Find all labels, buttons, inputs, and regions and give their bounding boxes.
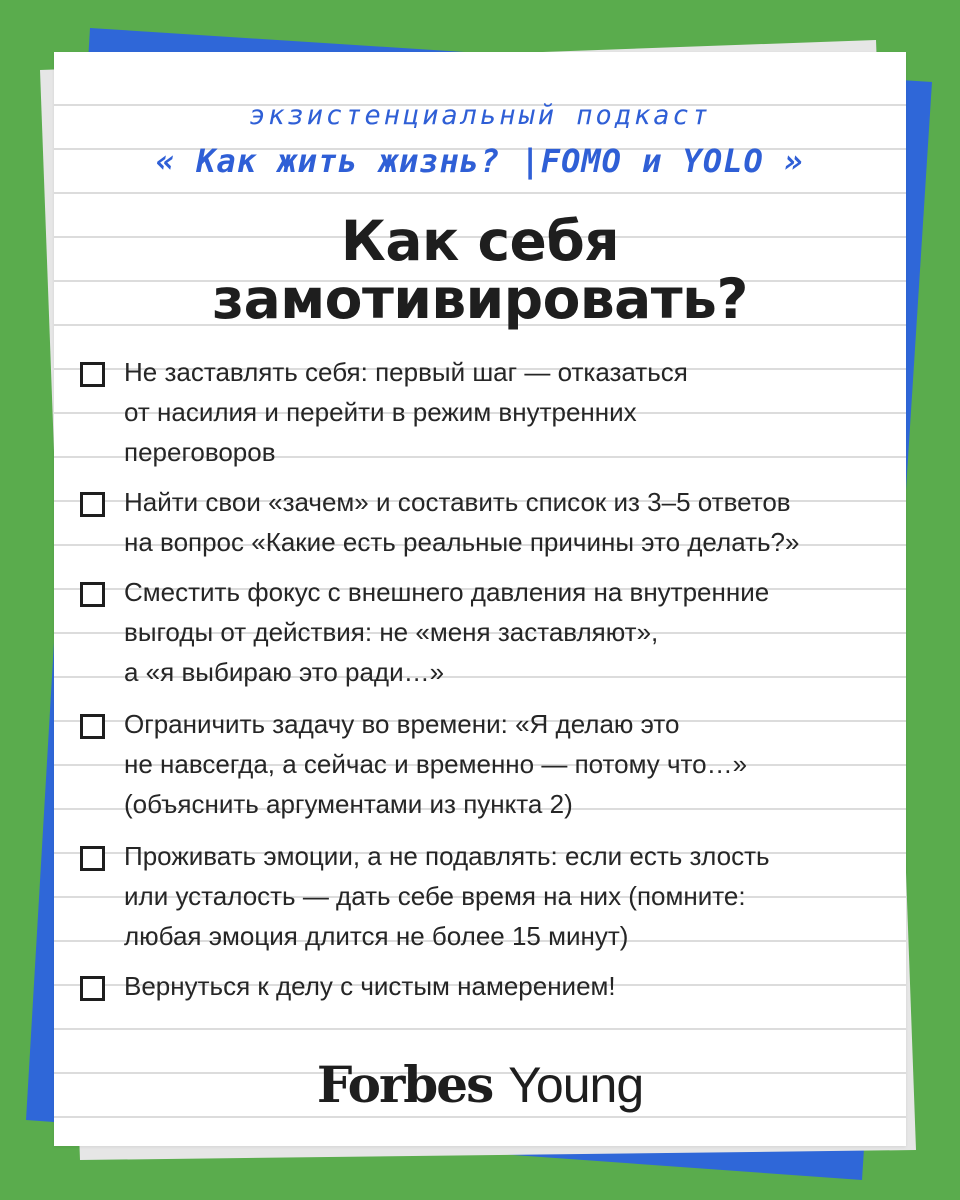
- logo-suffix: Young: [508, 1057, 644, 1113]
- checklist-item-text: Вернуться к делу с чистым намерением!: [124, 971, 616, 1001]
- checklist-item: [80, 966, 880, 1006]
- podcast-label: экзистенциальный подкаст: [248, 100, 712, 131]
- checkbox-icon[interactable]: [80, 582, 105, 607]
- checkbox-icon[interactable]: [80, 714, 105, 739]
- checklist: [80, 352, 880, 1006]
- checklist-item: [80, 704, 880, 824]
- checklist-item-text: Найти свои «зачем» и составить список из 3–5 ответов на вопрос «Какие есть реальные причины это делать?»: [124, 487, 800, 557]
- checkbox-icon[interactable]: [80, 976, 105, 1001]
- checklist-item: [80, 572, 880, 692]
- forbes-young-logo: [0, 1052, 960, 1118]
- page-title: [0, 209, 960, 331]
- checklist-item: [80, 836, 880, 956]
- title-line-2: замотивировать?: [212, 267, 748, 331]
- title-line-1: Как себя: [340, 209, 620, 273]
- checkbox-icon[interactable]: [80, 362, 105, 387]
- checklist-item-text: Проживать эмоции, а не подавлять: если есть злость или усталость — дать себе время на них (помните: любая эмоция длится не более 15 минут): [124, 841, 770, 951]
- checklist-item: [80, 352, 880, 472]
- podcast-name: « Как жить жизнь? |FOMO и YOLO »: [155, 142, 805, 180]
- checklist-item: [80, 482, 880, 562]
- checkbox-icon[interactable]: [80, 492, 105, 517]
- logo-brand: Forbes: [316, 1055, 493, 1114]
- checklist-item-text: Не заставлять себя: первый шаг — отказаться от насилия и перейти в режим внутренних переговоров: [124, 357, 688, 467]
- checklist-item-text: Ограничить задачу во времени: «Я делаю это не навсегда, а сейчас и временно — потому что…» (объяснить аргументами из пункта 2): [124, 709, 748, 819]
- checklist-item-text: Сместить фокус с внешнего давления на внутренние выгоды от действия: не «меня заставляют», а «я выбираю это ради…»: [124, 577, 770, 687]
- checkbox-icon[interactable]: [80, 846, 105, 871]
